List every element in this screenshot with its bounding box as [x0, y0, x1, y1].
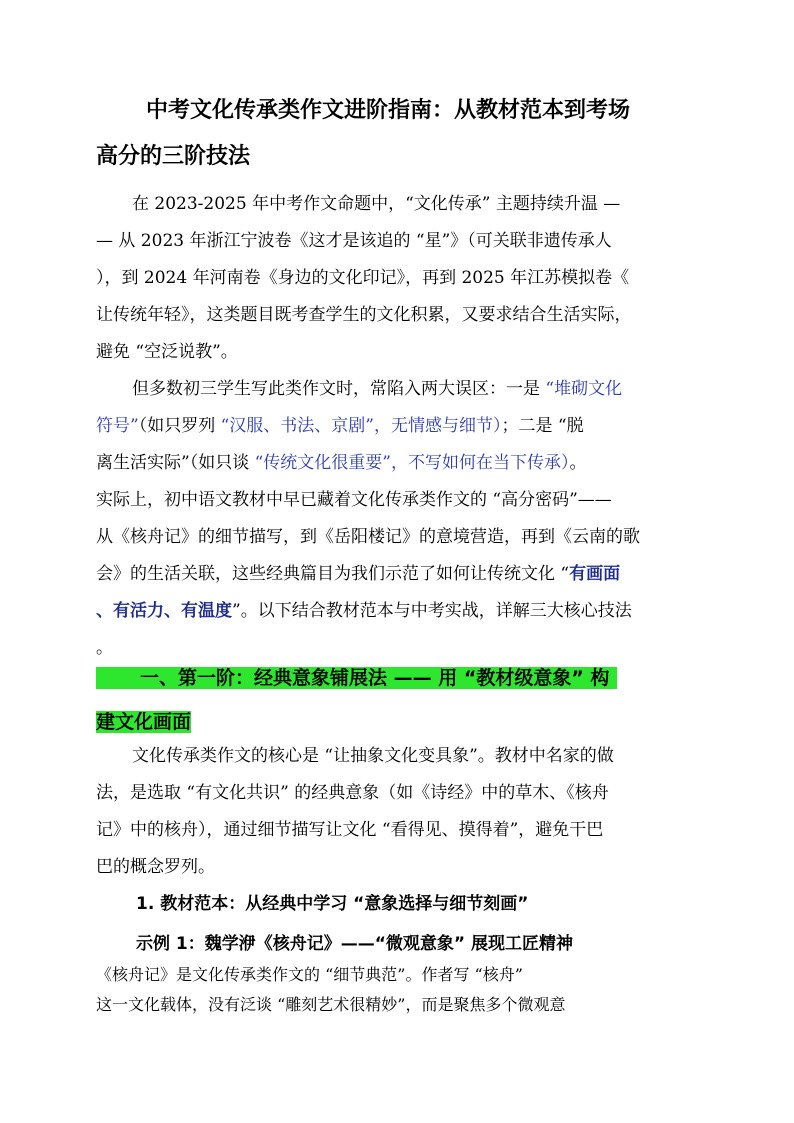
example-1-heading	[96, 926, 696, 963]
highlight-text: 、有活力、有温度	[96, 601, 232, 621]
text-line	[96, 445, 696, 482]
section-heading-text: 建文化画面	[96, 711, 192, 733]
text-line: 在 2023-2025 年中考作文命题中，“文化传承” 主题持续升温 —	[132, 194, 621, 214]
paragraph-example	[96, 960, 696, 1020]
highlight-text: “堆砌文化	[545, 379, 623, 399]
text-span: （如只罗列	[138, 416, 221, 436]
subheading-1	[96, 886, 696, 923]
text-line: 法，是选取 “有文化共识” 的经典意象（如《诗经》中的草木、《核舟	[96, 783, 609, 803]
text-span: 离生活实际”（如只谈	[96, 453, 255, 473]
text-line: 实际上，初中语文教材中早已藏着文化传承类作文的 “高分密码”——	[96, 490, 612, 510]
highlight-text: “传统文化很重要”，不写如何在当下传承）	[254, 453, 570, 473]
highlight-text: 符号”	[96, 416, 139, 436]
text-line: 《核舟记》是文化传承类作文的 “细节典范”。作者写 “核舟”	[96, 965, 523, 984]
text-line: 让传统年轻》，这类题目既考查学生的文化积累，又要求结合生活实际，	[96, 305, 632, 325]
text-span: 。	[569, 453, 587, 473]
text-line	[96, 408, 696, 445]
text-line: 文化传承类作文的核心是 “让抽象文化变具象”。教材中名家的做	[132, 746, 614, 766]
heading-line	[96, 702, 696, 742]
highlight-text: 有画面	[569, 564, 621, 584]
example-heading-text: 示例 1：魏学洢《核舟记》——“微观意象” 展现工匠精神	[136, 934, 574, 954]
text-line: 巴的概念罗列。	[96, 857, 215, 877]
text-line	[96, 556, 696, 593]
title-line-1: 中考文化传承类作文进阶指南：从教材范本到考场	[146, 98, 631, 123]
text-line	[96, 593, 696, 630]
text-line: ），到 2024 年河南卷《身边的文化印记》，再到 2025 年江苏模拟卷《	[96, 268, 630, 288]
text-line: 从《核舟记》的细节描写，到《岳阳楼记》的意境营造，再到《云南的歌	[96, 527, 640, 547]
paragraph-mistakes	[96, 371, 696, 667]
text-line: 这一文化载体，没有泛谈 “雕刻艺术很精妙”，而是聚焦多个微观意	[96, 995, 566, 1014]
subheading-text: 1. 教材范本：从经典中学习 “意象选择与细节刻画”	[136, 894, 529, 914]
paragraph-core	[96, 738, 696, 886]
text-line	[96, 371, 696, 408]
text-span: ”。以下结合教材范本与中考实战，详解三大核心技法	[232, 601, 632, 621]
text-span: ；二是 “脱	[501, 416, 584, 436]
highlight-text: “汉服、书法、京剧”，无情感与细节）	[220, 416, 502, 436]
text-span: 但多数初三学生写此类作文时，常陷入两大误区：一是	[132, 379, 546, 399]
text-line: — 从 2023 年浙江宁波卷《这才是该追的 “星”》（可关联非遗传承人	[96, 231, 612, 251]
paragraph-intro	[96, 186, 696, 371]
text-line: 。	[96, 638, 113, 658]
section-1-heading	[96, 658, 696, 742]
text-line: 避免 “空泛说教”。	[96, 342, 238, 362]
title-line-2: 高分的三阶技法	[96, 144, 251, 169]
section-heading-text: 一、第一阶：经典意象铺展法 —— 用 “教材级意象” 构	[96, 667, 617, 689]
heading-line	[96, 658, 696, 698]
text-span: 会》的生活关联，这些经典篇目为我们示范了如何让传统文化 “	[96, 564, 570, 584]
document-title	[96, 88, 696, 180]
text-line: 记》中的核舟），通过细节描写让文化 “看得见、摸得着”，避免干巴	[96, 820, 604, 840]
